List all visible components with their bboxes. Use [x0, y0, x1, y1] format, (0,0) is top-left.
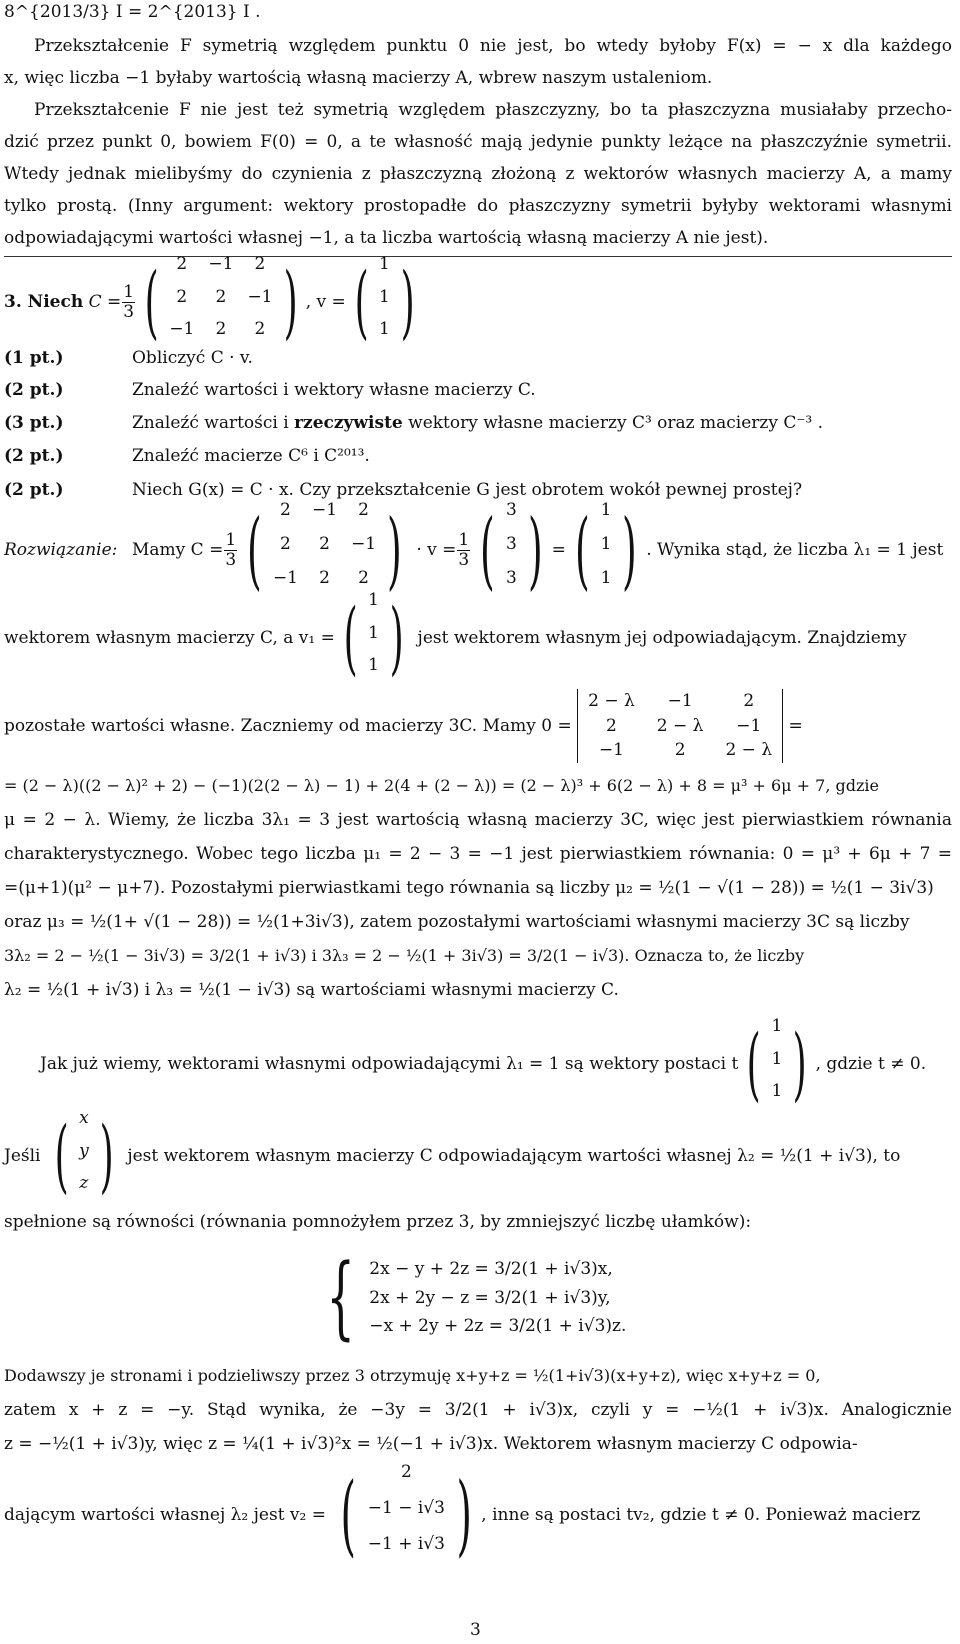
- solution-line-2: wektorem własnym macierzy C, a v₁ = ( 1 1 1 ) jest wektorem własnym jej odpowiadającym. Znajdziemy: [4, 590, 907, 684]
- determinant: 2 − λ −1 2 2 2 − λ −1 −1 2 2 − λ: [577, 689, 783, 762]
- equation-1: 2x − y + 2z = 3/2(1 + i√3)x,: [369, 1259, 613, 1280]
- task-1: (1 pt.) Obliczyć C · v.: [4, 348, 253, 368]
- page-number: 3: [470, 1620, 481, 1640]
- equation-2: 2x + 2y − z = 3/2(1 + i√3)y,: [369, 1287, 611, 1308]
- text-line-5: dzić przez punkt 0, bowiem F(0) = 0, a te własność mają jedynie punkty leżące na płaszczyźnie symetrii.: [4, 132, 952, 152]
- text-line-2: Przekształcenie F symetrią względem punktu 0 nie jest, bo wtedy byłoby F(x) = − x dla każdego: [34, 36, 952, 56]
- solution-line-3: pozostałe wartości własne. Zaczniemy od macierzy 3C. Mamy 0 = 2 − λ −1 2 2 2 − λ −1 −1 2 2 − λ =: [4, 686, 803, 766]
- text-line-1: 8^{2013/3} I = 2^{2013} I .: [4, 2, 261, 22]
- text-line-8: odpowiadającymi wartości własnej −1, a ta liczba wartością własną macierzy A nie jest).: [4, 228, 769, 248]
- problem-label: 3. Niech: [4, 291, 84, 312]
- solution-line-1: Rozwiązanie: Mamy C = $\frac{1}{3}$ ( 2 −1 2 2 2 −1 −1 2 2 ) · v = $\frac{1}{3}$ ( 3 3 3 ) = ( 1 1 1 ) . Wynika stąd, że liczba λ₁ = 1 jest: [4, 499, 944, 599]
- text-line-6: Wtedy jednak mielibyśmy do czynienia z płaszczyzną złożoną z wektorów własnych macierzy A, a mamy: [4, 164, 952, 184]
- text-line-4: Przekształcenie F nie jest też symetrią względem płaszczyzny, bo ta płaszczyzna musiałaby przecho-: [34, 100, 952, 120]
- solution-line-14: Dodawszy je stronami i podzieliwszy przez 3 otrzymuję x+y+z = ½(1+i√3)(x+y+z), więc x+y+z = 0,: [4, 1366, 821, 1385]
- text-line-3: x, więc liczba −1 byłaby wartością własną macierzy A, wbrew naszym ustaleniom.: [4, 68, 713, 88]
- matrix-c: ( 2 −1 2 2 2 −1 −1 2 2 ): [144, 254, 298, 348]
- solution-line-8: oraz μ₃ = ½(1+ √(1 − 28)) = ½(1+3i√3), zatem pozostałymi wartościami własnymi macierzy 3C są liczby: [4, 912, 910, 932]
- vector-1: ( 1 1 1 ): [574, 499, 638, 599]
- text-line-7: tylko prostą. (Inny argument: wektory prostopadłe do płaszczyzny symetrii byłyby wektorami własnymi: [4, 196, 952, 216]
- v-def: , v =: [305, 291, 346, 312]
- solution-line-5: μ = 2 − λ. Wiemy, że liczba 3λ₁ = 3 jest wartością własną macierzy 3C, więc jest pierwiastkiem równania: [4, 810, 952, 830]
- one-third: $\frac{1}{3}$: [123, 281, 135, 322]
- task-4: (2 pt.) Znaleźć macierze C⁶ i C²⁰¹³.: [4, 446, 370, 466]
- task-5: (2 pt.) Niech G(x) = C · x. Czy przekształcenie G jest obrotem wokół pewnej prostej?: [4, 480, 803, 500]
- problem-3-statement: [4, 254, 423, 348]
- equation-system: [312, 1245, 627, 1350]
- solution-line-15: zatem x + z = −y. Stąd wynika, że −3y = 3/2(1 + i√3)x, czyli y = −½(1 + i√3)x. Analogicznie: [4, 1400, 952, 1420]
- left-brace: {: [326, 1245, 355, 1350]
- vector-t: ( 1 1 1 ): [746, 1016, 807, 1110]
- vector-v: ( 1 1 1 ): [354, 254, 415, 348]
- vector-v1: ( 1 1 1 ): [343, 590, 404, 684]
- solution-line-7: =(μ+1)(μ² − μ+7). Pozostałymi pierwiastkami tego równania są liczby μ₂ = ½(1 − √(1 − 28)) = ½(1 − 3i√3): [4, 878, 934, 898]
- solution-line-9: 3λ₂ = 2 − ½(1 − 3i√3) = 3/2(1 + i√3) i 3λ₃ = 2 − ½(1 + 3i√3) = 3/2(1 − i√3). Oznacza to, że liczby: [4, 946, 805, 965]
- vector-v2: ( 2 −1 − i√3 −1 + i√3 ): [340, 1462, 472, 1567]
- solution-label: Rozwiązanie:: [4, 539, 118, 560]
- vector-3: ( 3 3 3 ): [480, 499, 543, 599]
- solution-line-16: z = −½(1 + i√3)y, więc z = ¼(1 + i√3)²x = ½(−1 + i√3)x. Wektorem własnym macierzy C odpowia-: [4, 1434, 858, 1454]
- solution-line-10: λ₂ = ½(1 + i√3) i λ₃ = ½(1 − i√3) są wartościami własnymi macierzy C.: [4, 980, 619, 1000]
- solution-line-6: charakterystycznego. Wobec tego liczba μ₁ = 2 − 3 = −1 jest pierwiastkiem równania: 0 = μ³ + 6μ + 7 =: [4, 844, 952, 864]
- solution-line-11: Jak już wiemy, wektorami własnymi odpowiadającymi λ₁ = 1 są wektory postaci t ( 1 1 1 ) , gdzie t ≠ 0.: [40, 1016, 927, 1110]
- task-2: (2 pt.) Znaleźć wartości i wektory własne macierzy C.: [4, 380, 536, 400]
- c-def: C =: [88, 291, 122, 312]
- vector-xyz: ( x y z ): [54, 1108, 114, 1202]
- solution-line-13: spełnione są równości (równania pomnożyłem przez 3, by zmniejszyć liczbę ułamków):: [4, 1212, 752, 1232]
- solution-line-17: dającym wartości własnej λ₂ jest v₂ = ( 2 −1 − i√3 −1 + i√3 ) , inne są postaci tv₂, gdzie t ≠ 0. Ponieważ macierz: [4, 1462, 921, 1567]
- solution-line-4: = (2 − λ)((2 − λ)² + 2) − (−1)(2(2 − λ) − 1) + 2(4 + (2 − λ)) = (2 − λ)³ + 6(2 − λ) + 8 = μ³ + 6μ + 7, gdzie: [4, 776, 879, 795]
- task-3: (3 pt.) Znaleźć wartości i rzeczywiste wektory własne macierzy C³ oraz macierzy C⁻³ .: [4, 413, 824, 433]
- solution-line-12: Jeśli ( x y z ) jest wektorem własnym macierzy C odpowiadającym wartości własnej λ₂ = ½(1 + i√3), to: [4, 1108, 901, 1202]
- matrix-c-solution: ( 2 −1 2 2 2 −1 −1 2 2 ): [247, 499, 402, 599]
- equation-3: −x + 2y + 2z = 3/2(1 + i√3)z.: [369, 1316, 627, 1337]
